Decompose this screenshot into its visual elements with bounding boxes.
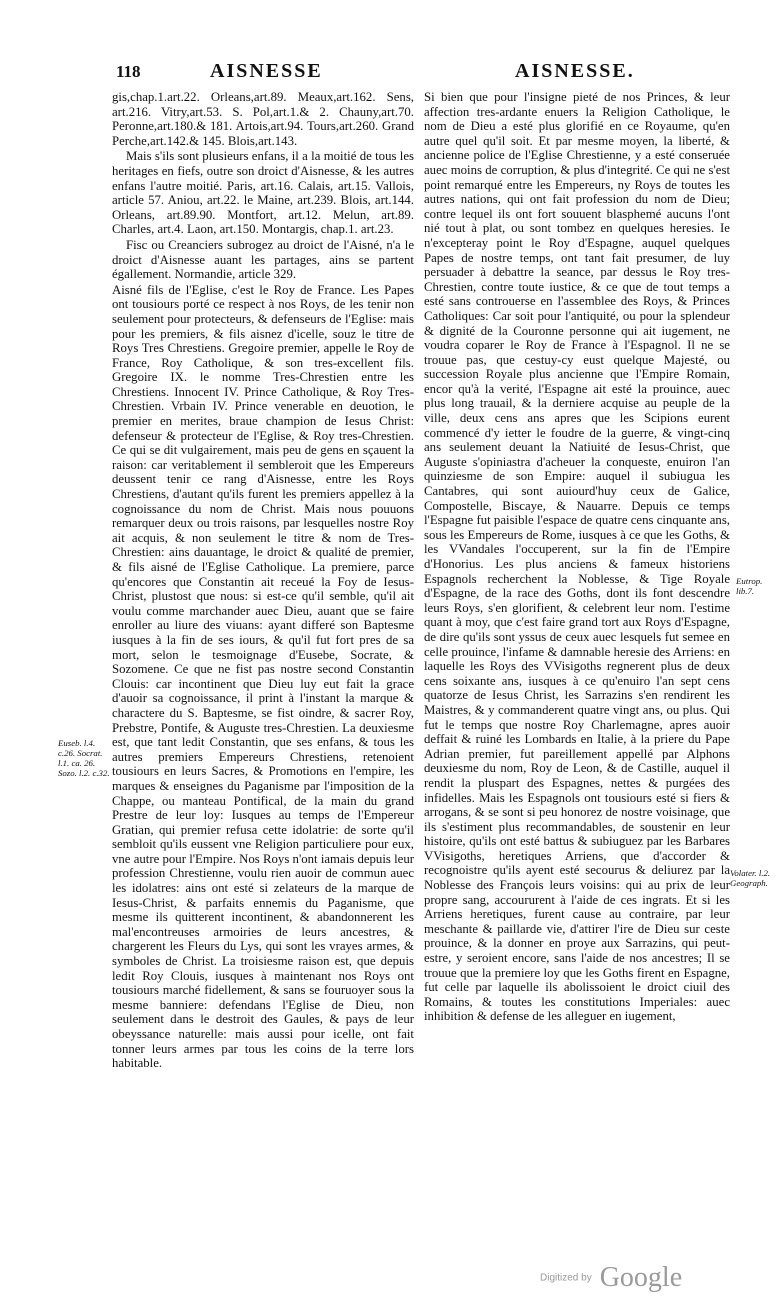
left-paragraph-4: Aisné fils de l'Eglise, c'est le Roy de France. Les Papes ont tousiours porté ce respect à nos Roys, de les tenir non seulement pour protecteurs, & defenseurs de l'Eglise: mais pour les premiers, & fils aisnez d'icelle, souz le titre de Roys Tres Chrestiens. Gregoire premier, appelle le Roy de France, Roy Catholique, & son tres-excellent fils. Gregoire IX. le nomme Tres-Chrestien entre les Chrestiens. Innocent IV. Prince Catholique, & Roy Tres-Chrestien. Vrbain IV. Prince venerable en deuotion, le premier en merites, braue champion de Iesus Christ: defenseur & protecteur de l'Eglise, & Roy tres-Chrestien. Ce qui se dit vulgairement, mais peu de gens en sçauent la raison: car veritablement il sembleroit que les Empereurs deussent tenir ce rang d'Aisnesse, entre les Roys Chrestiens, d'autant qu'ils furent les premiers appellez à la cognoissance du nom de Christ. Mais nous pouuons remarquer deux ou trois raisons, par lesquelles nostre Roy ait acquis, & non seulement le titre & nom de Tres-Chrestien: ains dauantage, le droict & qualité de premier, & fils aisné de l'Eglise Catholique. La premiere, parce qu'encores que Constantin ait receué la Foy de Iesus-Christ, plustost que nous: si est-ce qu'il semble, qu'il ait voulu comme marchander auec Dieu, auant que se faire enroller au liure des viuans: ayant differé son Baptesme iusques à la fin de ses iours, & qu'il fut fort pres de sa mort, selon le tesmoignage d'Eusebe, Socrate, & Sozomene. Ce que ne fist pas nostre second Constantin Clouis: car incontinent que Dieu luy eut fait la grace d'auoir sa cognoissance, il print à l'instant la marque & charactere du S. Baptesme, se fist oindre, & sacrer Roy, Prebstre, Pontife, & Auguste tres-Chrestien. La deuxiesme est, que tant ledit Constantin, que ses enfans, & tous les autres premiers Empereurs Chrestiens, retenoient tousiours en leurs Sacres, & Promotions en l'empire, les marques & enseignes du Paganisme par l'imposition de la Chappe, ou manteau Pontifical, de la main du grand Prestre de leur loy: Iusques au temps de l'Empereur Gratian, qui premier refusa cette idolatrie: de sorte qu'il sembloit qu'ils eussent vne Religion particuliere pour eux, vne autre pour l'Empire. Nos Roys n'ont iamais depuis leur profession Chrestienne, voulu rien auoir de commun auec les idolatres: ains ont esté si zelateurs de la marque de Iesus-Christ, & parfaits ennemis du Paganisme, que mesme ils quitterent incontinent, & abandonnerent les mal'encontreuses armoiries de leurs ancestres, & chargerent les Fleurs du Lys, qui sont les vrayes armes, & symboles de Christ. La troisiesme raison est, que depuis ledit Roy Clouis, iusques à maintenant nos Roys ont tousiours marché fidellement, & sans se fouruoyer sous la mesme banniere: defendans l'Eglise de Dieu, non seulement dans le destroit des Gaules, & pays de leur obeyssance naturelle: mais aussi pour icelle, ont fait tonner leurs armes par tous les coins de la terre lors habitable. <box>112 282 414 1071</box>
margin-note-right-2: Volater. l.2. Geograph. <box>730 868 771 888</box>
left-paragraph-2: Mais s'ils sont plusieurs enfans, il a la moitié de tous les heritages en fiefs, outre son droict d'Aisnesse, & les autres enfans l'autre moitié. Paris, art.16. Calais, art.15. Vallois, article 57. Aniou, art.22. le Maine, art.239. Blois, art.144. Orleans, art.89.90. Montfort, art.12. Melun, art.89. Charles, art.4. Laon, art.150. Montargis, chap.1. art.23. <box>112 149 414 237</box>
page-number: 118 <box>116 62 141 81</box>
left-paragraph-3: Fisc ou Creanciers subrogez au droict de l'Aisné, n'a le droict d'Aisnesse auant les partages, ains se partent égallement. Normandie, article 329. <box>112 237 414 282</box>
left-column <box>112 90 414 1071</box>
margin-note-right-1: Eutrop. lib.7. <box>736 576 763 596</box>
google-logo: Google <box>599 1262 683 1293</box>
running-head-left: AISNESSE <box>210 60 323 82</box>
digitized-by-text: Digitized by <box>540 1272 592 1284</box>
left-paragraph-1: gis,chap.1.art.22. Orleans,art.89. Meaux,art.162. Sens, art.216. Vitry,art.53. S. Pol,art.1.& 2. Chauny,art.70. Peronne,art.180.& 181. Artois,art.94. Tours,art.260. Grand Perche,art.142.& 145. Blois,art.143. <box>112 90 414 148</box>
digitized-watermark <box>540 1262 760 1293</box>
page-header <box>0 62 778 86</box>
running-head-right: AISNESSE. <box>515 60 635 82</box>
margin-note-left: Euseb. l.4. c.26. Socrat. l.1. ca. 26. Sozo. l.2. c.32. <box>58 738 110 778</box>
right-column <box>424 90 730 1024</box>
right-paragraph-1: Si bien que pour l'insigne pieté de nos Princes, & leur affection tres-ardante enuers la Religion Catholique, le nom de Dieu a esté plus glorifié en ce Royaume, qu'en autre quel qu'il soit. Et par mesme moyen, la liberté, & ancienne police de l'Eglise Chrestienne, y a esté conseruée auec moins de corruption, & plus d'integrité. Ce qui ne s'est point remarqué entre les Empereurs, ny Roys de toutes les autres nations, qui ont fait profession du nom de Dieu; contre lequel ils ont fort souuent blasphemé aucuns l'ont nié tout à plat, ou sont tombez en quelques heresies. Ie n'excepteray point le Roy d'Espagne, auquel quelques Papes de nostre temps, ont tant fait presumer, de luy persuader à debattre la seance, par dessus le Roy tres-Chrestien, contre toute iustice, & ce que de tout temps a esté sans controuerse en l'assemblee des Roys, & Princes Catholiques: Car soit pour l'antiquité, ou pour la splendeur & dignité de la Couronne personne qui ait iugement, ne voudra coparer le Roy de France à l'Espagnol. Il ne se trouue pas, que cestuy-cy eust quelque Majesté, ou succession Royale plus ancienne que l'Empire Romain, encor qu'à la verité, l'Espagne ait esté la prouince, auec plus long trauail, & la derniere acquise au peuple de la ville, deux cens ans apres que les Scipions eurent commencé d'y ietter le foudre de la guerre, & vingt-cinq ans seulement deuant la Natiuité de Iesus-Christ, que Auguste s'opiniastra d'acheuer la conqueste, enuiron l'an quinziesme de son Empire: auquel il subiugua les Cantabres, qui sont auiourd'huy ceux de Galice, Compostelle, Biscaye, & Nauarre. Depuis ce temps l'Espagne fut paisible l'espace de quatre cens cinquante ans, sous les Empereurs de Rome, iusques à ce que les Goths, & les VVandales l'occuperent, sur la fin de l'Empire d'Honorius. Les plus anciens & fameux historiens Espagnols recherchent la Noblesse, & Tige Royale d'Espagne, de la race des Goths, dont ils font descendre leurs Roys, s'en glorifient, & celebrent leur nom. I'estime quant à moy, que c'est faire grand tort aux Roys d'Espagne, de dire qu'ils sont yssus de ceux auec lesquels fut semee en celle prouince, l'infame & damnable heresie des Arriens: en laquelle les Roys des VVisigoths regnerent plus de deux cens soixante ans, iusques à ce qu'enuiro l'an sept cens quatorze de Iesus Christ, les Sarrazins s'en rendirent les Maistres, & y commanderent quatre vingt ans, ou plus. Qui fut le temps que nostre Roy Charlemagne, apres auoir deffait & ruiné les Lombards en Italie, à la priere du Pape Adrian premier, fut pareillement appellé par Alphons deuxiesme du nom, Roy de Leon, & de Castille, auquel il rendit la pluspart des Espagnes, nettes & purgées des infidelles. Mais les Espagnols ont tousiours esté si fiers & arrogans, & se sont si peu honorez de nostre voisinage, que ils s'estiment plus recommandables, de soustenir en leur histoire, qu'ils ont esté battus & subiuguez par les Barbares VVisigoths, heretiques Arriens, que d'accorder & recognoistre qu'ils ayent esté secourus & deliurez par la Noblesse des François leurs voisins: qui au prix de leur propre sang, accoururent à l'aide de ces ingrats. Et si les Arriens heretiques, furent cause au contraire, par leur meschante & paillarde vie, d'attirer l'ire de Dieu sur ceste prouince, & la donner en proye aux Sarrazins, qui peut-estre, y seroient encore, sans l'aide de nos ancestres; Il se trouue que la premiere loy que les Goths firent en Espagne, fut celle par laquelle ils abolissoient le droict ciuil des Romains, & toutes les constitutions Imperiales: auec inhibition & defense de les alleguer en iugement, <box>424 90 730 1024</box>
